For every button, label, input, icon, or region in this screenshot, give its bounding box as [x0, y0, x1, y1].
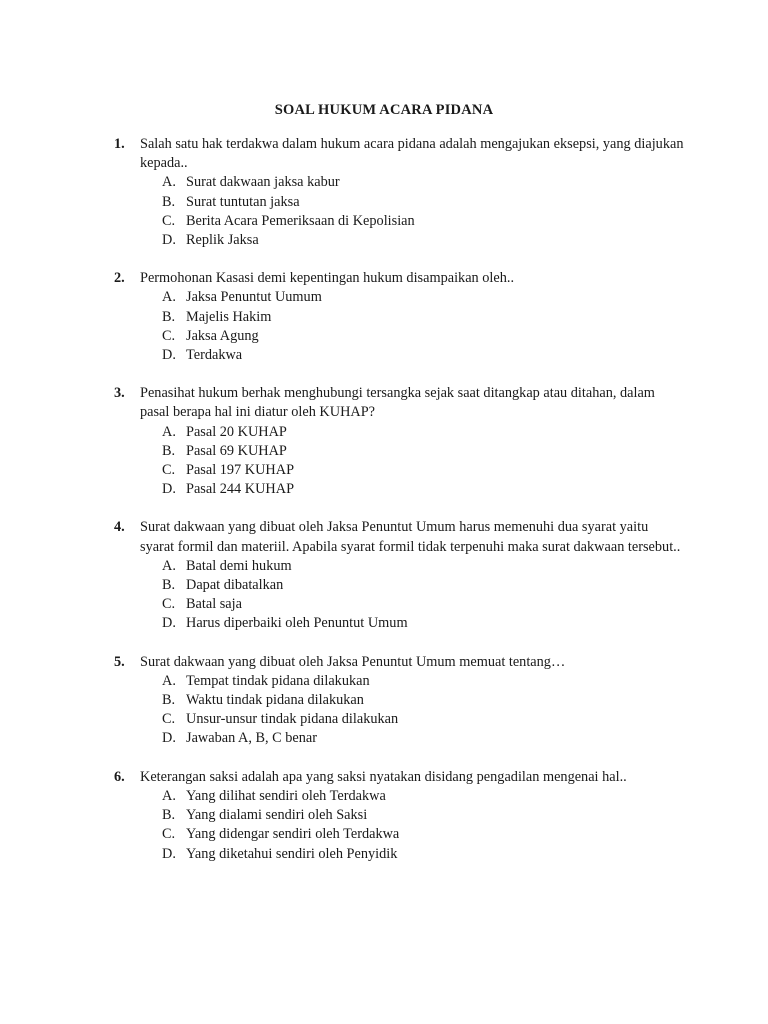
option-letter: A. [162, 174, 176, 191]
option-letter: D. [162, 232, 176, 249]
option-letter: B. [162, 193, 176, 210]
option-text: Surat dakwaan jaksa kabur [186, 174, 340, 191]
option-list [114, 173, 684, 250]
option-letter: C. [162, 711, 176, 728]
option-text: Yang dilihat sendiri oleh Terdakwa [186, 787, 386, 804]
question-3 [114, 384, 684, 499]
option-list [114, 423, 684, 500]
option-c [114, 212, 684, 231]
question-4 [114, 518, 684, 633]
option-text: Waktu tindak pidana dilakukan [186, 692, 364, 709]
option-letter: B. [162, 577, 176, 594]
question-number: 5. [114, 653, 125, 670]
option-d [114, 346, 684, 365]
question-text: Surat dakwaan yang dibuat oleh Jaksa Penuntut Umum memuat tentang… [140, 653, 566, 670]
option-text: Pasal 244 KUHAP [186, 481, 295, 498]
question-2 [114, 269, 684, 365]
option-b [114, 193, 684, 212]
option-letter: B. [162, 308, 176, 325]
option-text: Yang didengar sendiri oleh Terdakwa [186, 826, 400, 843]
option-letter: D. [162, 845, 176, 862]
option-text: Pasal 69 KUHAP [186, 442, 287, 459]
option-b [114, 308, 684, 327]
question-text: Permohonan Kasasi demi kepentingan hukum disampaikan oleh.. [140, 270, 515, 287]
question-stem [114, 269, 684, 288]
option-letter: B. [162, 807, 176, 824]
option-d [114, 231, 684, 250]
option-text: Jaksa Penuntut Uumum [186, 289, 322, 306]
question-text: Keterangan saksi adalah apa yang saksi nyatakan disidang pengadilan mengenai hal.. [140, 768, 627, 785]
question-stem [114, 384, 684, 422]
question-stem [114, 518, 684, 556]
option-text: Majelis Hakim [186, 308, 272, 325]
option-a [114, 173, 684, 192]
option-c [114, 710, 684, 729]
option-text: Tempat tindak pidana dilakukan [186, 672, 370, 689]
option-b [114, 442, 684, 461]
option-text: Dapat dibatalkan [186, 577, 284, 594]
question-number: 4. [114, 519, 125, 536]
option-a [114, 557, 684, 576]
option-list [114, 288, 684, 365]
option-letter: A. [162, 672, 176, 689]
option-letter: A. [162, 557, 176, 574]
option-d [114, 614, 684, 633]
question-stem [114, 653, 684, 672]
question-stem [114, 135, 684, 173]
question-number: 3. [114, 385, 125, 402]
option-a [114, 672, 684, 691]
option-c [114, 825, 684, 844]
option-letter: C. [162, 327, 176, 344]
option-b [114, 576, 684, 595]
option-a [114, 787, 684, 806]
page-title: SOAL HUKUM ACARA PIDANA [274, 102, 494, 118]
option-letter: D. [162, 481, 176, 498]
question-stem [114, 768, 684, 787]
option-list [114, 787, 684, 864]
question-text: Penasihat hukum berhak menghubungi tersangka sejak saat ditangkap atau ditahan, dalam pasal berapa hal ini diatur oleh KUHAP? [140, 385, 655, 421]
option-text: Batal demi hukum [186, 557, 292, 574]
option-list [114, 557, 684, 634]
option-text: Surat tuntutan jaksa [186, 193, 300, 210]
option-text: Jawaban A, B, C benar [186, 730, 318, 747]
option-letter: C. [162, 212, 176, 229]
option-letter: C. [162, 462, 176, 479]
option-c [114, 461, 684, 480]
option-letter: D. [162, 730, 176, 747]
option-b [114, 691, 684, 710]
question-number: 6. [114, 768, 125, 785]
option-text: Unsur-unsur tindak pidana dilakukan [186, 711, 399, 728]
option-d [114, 480, 684, 499]
option-text: Terdakwa [186, 347, 243, 364]
option-text: Jaksa Agung [186, 327, 259, 344]
option-text: Batal saja [186, 596, 242, 613]
option-text: Berita Acara Pemeriksaan di Kepolisian [186, 212, 415, 229]
option-d [114, 845, 684, 864]
question-5 [114, 653, 684, 749]
option-text: Replik Jaksa [186, 232, 259, 249]
question-text: Salah satu hak terdakwa dalam hukum acara pidana adalah mengajukan eksepsi, yang diajukan kepada.. [140, 136, 684, 172]
option-a [114, 423, 684, 442]
option-text: Pasal 197 KUHAP [186, 462, 295, 479]
option-letter: B. [162, 442, 176, 459]
option-a [114, 288, 684, 307]
question-number: 1. [114, 136, 125, 152]
option-letter: D. [162, 347, 176, 364]
question-list [114, 135, 684, 883]
option-letter: A. [162, 787, 176, 804]
option-text: Pasal 20 KUHAP [186, 423, 287, 440]
question-1 [114, 135, 684, 250]
option-letter: A. [162, 289, 176, 306]
option-b [114, 806, 684, 825]
option-text: Yang diketahui sendiri oleh Penyidik [186, 845, 398, 862]
option-c [114, 327, 684, 346]
option-text: Harus diperbaiki oleh Penuntut Umum [186, 615, 408, 632]
option-letter: D. [162, 615, 176, 632]
option-letter: C. [162, 826, 176, 843]
question-text: Surat dakwaan yang dibuat oleh Jaksa Penuntut Umum harus memenuhi dua syarat yaitu syarat formil dan materiil. Apabila syarat formil tidak terpenuhi maka surat dakwaan tersebut.. [140, 519, 681, 555]
option-letter: A. [162, 423, 176, 440]
option-letter: B. [162, 692, 176, 709]
option-letter: C. [162, 596, 176, 613]
question-6 [114, 768, 684, 864]
option-c [114, 595, 684, 614]
option-list [114, 672, 684, 749]
option-d [114, 729, 684, 748]
question-number: 2. [114, 270, 125, 287]
option-text: Yang dialami sendiri oleh Saksi [186, 807, 368, 824]
